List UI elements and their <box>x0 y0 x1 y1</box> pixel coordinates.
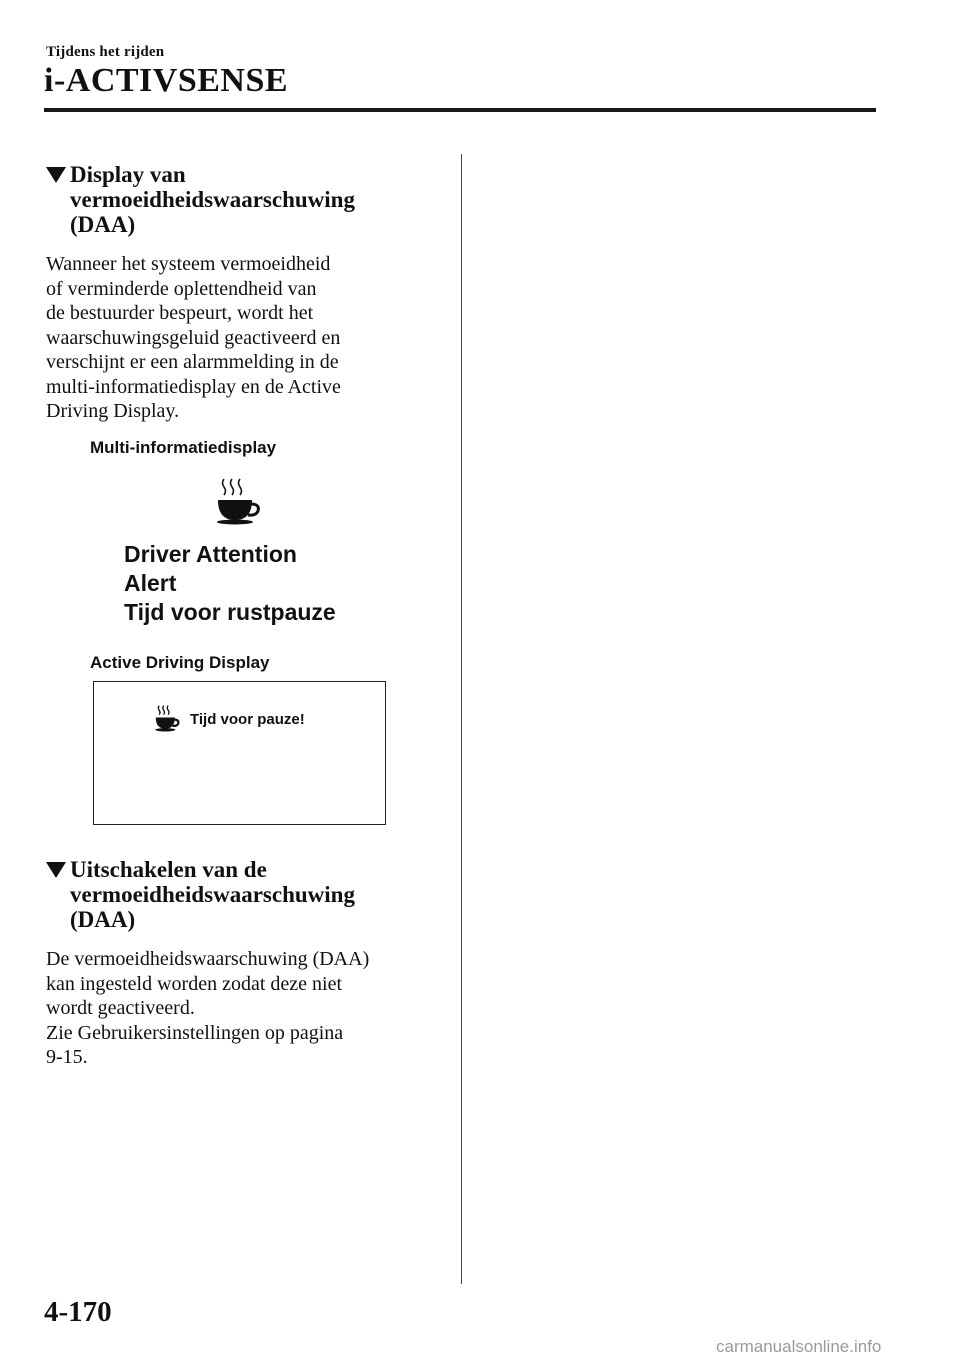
header-rule <box>44 108 876 112</box>
coffee-cup-icon <box>152 704 182 732</box>
section-body-disable <box>46 947 426 1070</box>
section-heading-disable <box>46 857 446 932</box>
triangle-bullet-icon <box>46 167 66 183</box>
body-line: waarschuwingsgeluid geactiveerd en <box>46 326 341 349</box>
heading-text <box>46 162 446 237</box>
body-line: Driving Display. <box>46 400 180 422</box>
mid-message-line: Driver Attention <box>124 541 297 567</box>
body-line: 9-15. <box>46 1046 88 1068</box>
body-line: Wanneer het systeem vermoeidheid <box>46 253 331 275</box>
breadcrumb: Tijdens het rijden <box>46 44 165 60</box>
heading-line: vermoeidheidswaarschuwing <box>70 187 355 212</box>
mid-message-line: Alert <box>124 570 177 596</box>
heading-text <box>46 857 446 932</box>
mid-message-line: Tijd voor rustpauze <box>124 599 336 625</box>
body-line: wordt geactiveerd. <box>46 997 195 1019</box>
page-number: 4-170 <box>44 1296 112 1328</box>
body-line: multi-informatiedisplay en de Active <box>46 375 341 398</box>
section-body-display <box>46 252 426 424</box>
ad-warning-message: Tijd voor pauze! <box>190 711 305 728</box>
column-divider <box>461 154 462 1284</box>
heading-line: (DAA) <box>70 212 136 237</box>
body-line: De vermoeidheidswaarschuwing (DAA) <box>46 948 370 970</box>
figure-label-mid: Multi-informatiedisplay <box>90 438 277 457</box>
active-driving-display-frame <box>93 681 386 825</box>
body-line: verschijnt er een alarmmelding in de <box>46 351 339 373</box>
figure-label-ad: Active Driving Display <box>90 653 270 672</box>
heading-line: Uitschakelen van de <box>70 857 267 882</box>
watermark: carmanualsonline.info <box>716 1337 882 1356</box>
body-line: of verminderde oplettendheid van <box>46 277 317 300</box>
body-line: kan ingesteld worden zodat deze niet <box>46 972 342 995</box>
heading-line: (DAA) <box>70 907 136 932</box>
section-heading-display <box>46 162 446 237</box>
heading-line: vermoeidheidswaarschuwing <box>70 882 355 907</box>
body-line: de bestuurder bespeurt, wordt het <box>46 302 314 324</box>
body-line: Zie Gebruikersinstellingen op pagina <box>46 1021 344 1044</box>
chapter-title: i-ACTIVSENSE <box>44 62 289 99</box>
heading-line: Display van <box>70 162 186 187</box>
mid-warning-message <box>124 540 424 627</box>
coffee-cup-icon <box>212 476 264 526</box>
triangle-bullet-icon <box>46 862 66 878</box>
